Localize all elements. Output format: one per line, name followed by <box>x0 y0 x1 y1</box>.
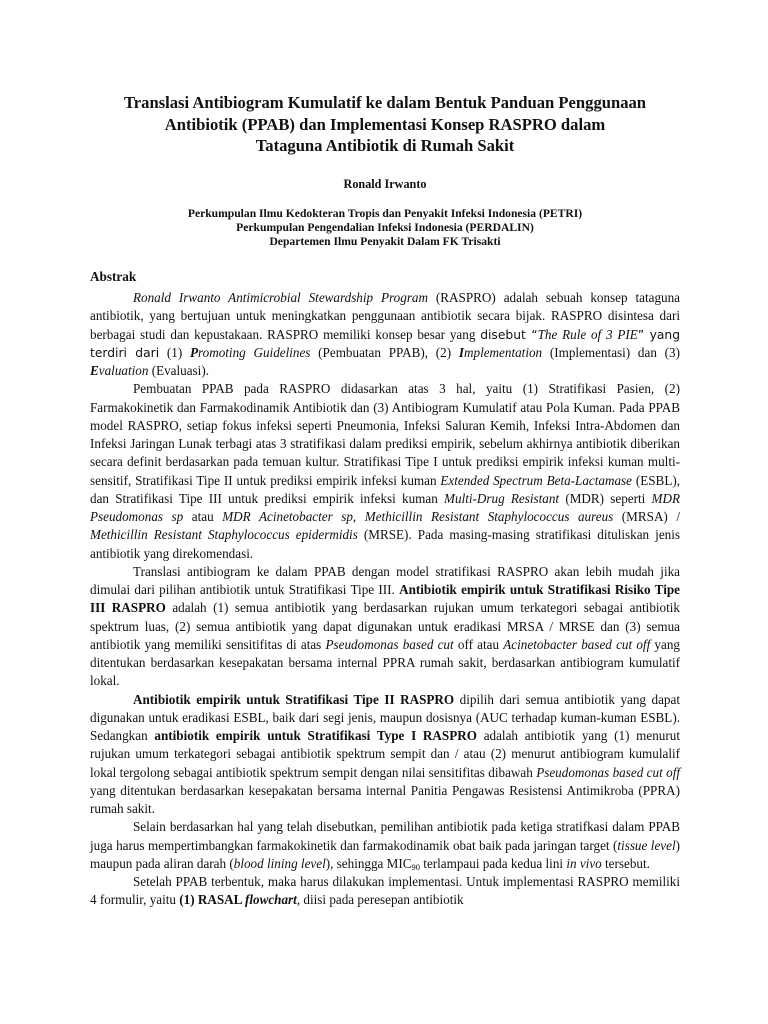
p1-rule-of-3-pie: The Rule of 3 PIE <box>537 326 638 342</box>
title-line-2: Antibiotik (PPAB) dan Implementasi Konsep RASPRO dalam <box>164 114 606 134</box>
affiliation-trisakti: Departemen Ilmu Penyakit Dalam FK Trisakti <box>269 235 501 249</box>
p2-mrse-term: Methicillin Resistant Staphylococcus epidermidis <box>90 527 358 543</box>
affiliations <box>90 207 680 250</box>
p4-text-f: yang ditentukan berdasarkan kesepakatan bersama internal Panitia Pengawas Resistensi Antimikroba (PPRA) rumah sakit. <box>90 782 680 816</box>
p3-text-e: off atau <box>453 636 504 652</box>
p3-acinetobacter-cut: Acinetobacter based cut off <box>503 636 651 652</box>
p1-num-1: (1) <box>159 344 190 360</box>
p2-text-k: (MRSA) / <box>613 509 681 524</box>
title-line-1: Translasi Antibiogram Kumulatif ke dalam Bentuk Panduan Penggunaan <box>123 93 647 112</box>
p4-text-b: dipilih dari semua antibiotik yang dapat digunakan untuk eradikasi ESBL, baik dari segi jenis, maupun dosisnya (AUC terhadap kuman-kuman ESBL). Sedangkan <box>90 691 680 743</box>
p5-in-vivo: in vivo <box>566 855 602 871</box>
abstract-heading: Abstrak <box>90 269 137 284</box>
p3-pseudomonas-cut: Pseudomonas based cut <box>325 636 454 652</box>
p6-flowchart: flowchart <box>244 892 297 908</box>
abstract-paragraph-6 <box>90 873 680 910</box>
p1-evaluasi: (Evaluasi). <box>148 363 209 378</box>
p5-blood-lining: blood lining level <box>233 855 326 871</box>
p1-pembuatan: (Pembuatan PPAB), (2) <box>310 344 459 360</box>
abstract-body <box>90 289 680 910</box>
p1-implementation: mplementation <box>464 344 543 360</box>
abstract-paragraph-2 <box>90 380 680 563</box>
p2-text-g: atau <box>183 509 223 524</box>
abstract-paragraph-3 <box>90 563 680 691</box>
p6-text-a: Setelah PPAB terbentuk, maka harus dilakukan implementasi. Untuk implementasi RASPRO memiliki 4 formulir, yaitu <box>90 874 680 908</box>
p4-tipe-ii-heading: Antibiotik empirik untuk Stratifikasi Tipe II RASPRO <box>133 691 455 707</box>
p4-text-d: adalah antibiotik yang (1) menurut rujukan umum terkategori sebagai antibiotik spektrum sempit dan / atau (2) menurut antibiogram kumulalif lokal tergolong sebagai antibiotik spektrum sempit dengan nilai sensitifitas dibawah <box>90 728 680 780</box>
p1-p-letter: P <box>189 344 199 360</box>
affiliation-perdalin: Perkumpulan Pengendalian Infeksi Indonesia (PERDALIN) <box>236 221 534 235</box>
p4-pseudomonas-cut: Pseudomonas based cut off <box>536 764 681 780</box>
p1-evaluation: valuation <box>98 363 149 378</box>
p3-text-c: adalah (1) semua antibiotik yang berdasarkan rujukan umum terkategori sebagai antibiotik spektrum luas, (2) semua antibiotik yang dapat digunakan untuk eradikasi MRSA / MRSE dan (3) semua antibiotik yang memiliki sensitifitas di atas <box>90 600 680 652</box>
p2-text-a: Pembuatan PPAB pada RASPRO didasarkan atas 3 hal, yaitu (1) Stratifikasi Pasien, (2) Farmakokinetik dan Farmakodinamik Antibiotik dan (3) Antibiogram Kumulatif atau Pola Kuman. Pada PPAB model RASPRO, setiap fokus infeksi seperti Pneumonia, Infeksi Saluran Kemih, Infeksi Intra-Abdomen dan Infeksi Jaringan Lunak terbagi atas 3 stratifikasi dalam prediksi empirik, sebelum akhirnya antibiotik diberikan secara definit berdasarkan pada temuan kultur. Stratifikasi Tipe I untuk prediksi empirik infeksi kuman multi-sensitif, Stratifikasi Tipe II untuk prediksi empirik infeksi kuman <box>90 381 680 488</box>
p1-text: (RASPRO) adalah sebuah konsep tataguna antibiotik, yang bertujuan untuk meningkatkan penggunaan antibiotik secara bijak. RASPRO disintesa dari berbagai studi dan kepustakaan. RASPRO memiliki konsep besar yang <box>90 290 680 342</box>
p5-mic-subscript: 90 <box>411 861 421 872</box>
title-line-3: Tataguna Antibiotik di Rumah Sakit <box>255 136 515 155</box>
p2-mdr-term: Multi-Drug Resistant <box>444 490 560 506</box>
p1-implementasi: (Implementasi) dan (3) <box>542 344 680 360</box>
p2-text-m: (MRSE). Pada masing-masing stratifikasi dituliskan jenis antibiotik yang direkomendasi. <box>90 527 680 561</box>
p2-mrsa-term: Methicillin Resistant Staphylococcus aureus <box>364 509 614 524</box>
p5-tissue-level: tissue level <box>617 837 676 853</box>
abstract-paragraph-4 <box>90 691 680 819</box>
author-name: Ronald Irwanto <box>343 177 427 191</box>
p6-rasal-label: (1) RASAL <box>179 892 245 908</box>
abstract-paragraph-1 <box>90 289 680 380</box>
p2-esbl-term: Extended Spectrum Beta-Lactamase <box>440 472 632 488</box>
p6-text-d: , diisi pada peresepan antibiotik <box>296 892 464 908</box>
p5-text-i: tersebut. <box>601 855 650 871</box>
p1-e-letter: E <box>90 363 99 378</box>
paper-title <box>90 92 680 157</box>
p2-text-c: (ESBL), dan Stratifikasi Tipe III untuk prediksi empirik infeksi kuman <box>90 472 681 506</box>
p2-mdr-acinetobacter: MDR Acinetobacter sp <box>222 509 353 524</box>
p2-text-i: , <box>352 509 365 524</box>
p1-promoting: romoting Guidelines <box>198 344 311 360</box>
p3-text-g: yang ditentukan berdasarkan kesepakatan bersama internal PPRA rumah sakit, berdasarkan antibiogram kumulatif lokal. <box>90 636 680 689</box>
paper-page <box>90 92 681 908</box>
affiliation-petri: Perkumpulan Ilmu Kedokteran Tropis dan Penyakit Infeksi Indonesia (PETRI) <box>187 207 583 220</box>
p1-program-name: Ronald Irwanto Antimicrobial Stewardship Program <box>133 290 428 305</box>
p1-terdiri: ” yang terdiri dari <box>90 327 680 360</box>
p3-text-a: Translasi antibiogram ke dalam PPAB dengan model stratifikasi RASPRO akan lebih mudah jika dimulai dari pilihan antibiotik untuk Stratifikasi Tipe III. <box>90 563 680 597</box>
p2-text-e: (MDR) seperti <box>559 490 652 506</box>
p2-mdr-pseudomonas: MDR Pseudomonas sp <box>90 490 681 524</box>
p5-text-g: terlampaui pada kedua lini <box>420 855 567 871</box>
p5-text-a: Selain berdasarkan hal yang telah disebutkan, pemilihan antibiotik pada ketiga stratifkasi dalam PPAB juga harus mempertimbangkan farmakokinetik dan farmakodinamik obat baik pada jaringan target ( <box>90 819 680 853</box>
p4-type-i-heading: antibiotik empirik untuk Stratifikasi Type I RASPRO <box>154 728 477 743</box>
abstract-paragraph-5 <box>90 818 680 873</box>
p5-text-e: ), sehingga MIC <box>325 855 412 871</box>
p1-disebut: disebut “ <box>480 327 538 342</box>
p5-text-c: ) maupun pada aliran darah ( <box>90 837 680 871</box>
p1-i-letter: I <box>458 344 465 360</box>
p3-tipe-iii-heading: Antibiotik empirik untuk Stratifikasi Risiko Tipe III RASPRO <box>90 582 680 616</box>
